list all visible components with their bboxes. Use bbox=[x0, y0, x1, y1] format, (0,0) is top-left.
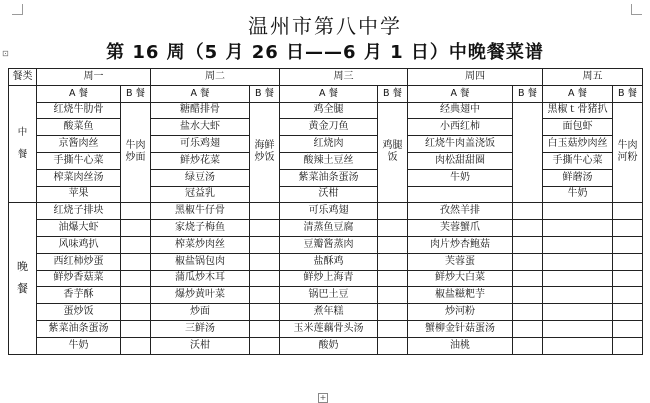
dish-cell: 红烧肉 bbox=[280, 136, 378, 153]
dish-cell bbox=[543, 236, 613, 253]
dish-cell bbox=[543, 203, 613, 220]
dish-cell: 手撕牛心菜 bbox=[543, 152, 613, 169]
page-title: 温州市第八中学 bbox=[248, 14, 402, 38]
dish-cell: 红烧牛肋骨 bbox=[37, 102, 121, 119]
dish-cell: 小西红柿 bbox=[408, 119, 513, 136]
b-meal-cell bbox=[613, 287, 643, 304]
b-meal-cell bbox=[121, 287, 151, 304]
dish-cell: 榨菜炒肉丝 bbox=[151, 236, 250, 253]
dish-cell: 紫菜油条蛋汤 bbox=[37, 320, 121, 337]
dish-cell: 炒面 bbox=[151, 304, 250, 321]
dish-cell: 盐酥鸡 bbox=[280, 253, 378, 270]
dish-cell bbox=[543, 320, 613, 337]
table-anchor-icon: ⊡ bbox=[2, 49, 9, 58]
b-meal-cell: 鸡腿 饭 bbox=[378, 102, 408, 203]
b-meal-cell bbox=[378, 270, 408, 287]
dish-cell: 鲜炒大白菜 bbox=[408, 270, 513, 287]
b-meal-cell bbox=[121, 320, 151, 337]
dish-cell: 牛奶 bbox=[543, 186, 613, 203]
dish-cell: 鲜蘑汤 bbox=[543, 169, 613, 186]
menu-table bbox=[8, 68, 643, 355]
dish-cell: 紫菜油条蛋汤 bbox=[280, 169, 378, 186]
dish-cell: 蒲瓜炒木耳 bbox=[151, 270, 250, 287]
table-row bbox=[9, 186, 643, 203]
table-row bbox=[9, 136, 643, 153]
page-subtitle: 第 16 周（5 月 26 日——6 月 1 日）中晚餐菜谱 bbox=[106, 42, 544, 63]
dish-cell bbox=[543, 220, 613, 237]
b-meal-cell bbox=[613, 270, 643, 287]
dish-cell bbox=[543, 253, 613, 270]
dish-cell: 酸辣土豆丝 bbox=[280, 152, 378, 169]
dish-cell: 三鲜汤 bbox=[151, 320, 250, 337]
table-row bbox=[9, 236, 643, 253]
dish-cell: 冠益乳 bbox=[151, 186, 250, 203]
table-row bbox=[9, 102, 643, 119]
dish-cell: 沃柑 bbox=[151, 337, 250, 354]
b-meal-cell bbox=[121, 236, 151, 253]
b-meal-cell bbox=[121, 253, 151, 270]
dish-cell: 苹果 bbox=[37, 186, 121, 203]
dish-cell: 黑椒牛仔骨 bbox=[151, 203, 250, 220]
dish-cell: 椒盐糍粑芋 bbox=[408, 287, 513, 304]
dish-cell: 清蒸鱼豆腐 bbox=[280, 220, 378, 237]
b-meal-header: B 餐 bbox=[513, 85, 543, 102]
dish-cell: 鲜炒花菜 bbox=[151, 152, 250, 169]
dinner-label-text: 晚 餐 bbox=[17, 260, 28, 296]
dish-cell: 牛奶 bbox=[408, 169, 513, 186]
dinner-label bbox=[9, 203, 37, 354]
dish-cell bbox=[543, 270, 613, 287]
day-header: 周二 bbox=[151, 69, 280, 86]
dish-cell: 白玉菇炒肉丝 bbox=[543, 136, 613, 153]
b-meal-cell bbox=[250, 287, 280, 304]
a-meal-header: A 餐 bbox=[151, 85, 250, 102]
b-meal-cell bbox=[250, 203, 280, 220]
dish-cell: 香芋酥 bbox=[37, 287, 121, 304]
b-meal-cell bbox=[613, 236, 643, 253]
dish-cell: 红烧子排块 bbox=[37, 203, 121, 220]
dish-cell: 经典翅中 bbox=[408, 102, 513, 119]
b-meal-cell bbox=[121, 304, 151, 321]
dish-cell: 黑椒ｔ骨猪扒 bbox=[543, 102, 613, 119]
dish-cell: 蟹柳金针菇蛋汤 bbox=[408, 320, 513, 337]
dish-cell bbox=[408, 186, 513, 203]
b-meal-cell bbox=[513, 270, 543, 287]
lunch-label bbox=[9, 85, 37, 203]
a-meal-header: A 餐 bbox=[543, 85, 613, 102]
b-meal-cell bbox=[378, 287, 408, 304]
day-header: 周四 bbox=[408, 69, 543, 86]
b-meal-cell bbox=[613, 203, 643, 220]
dish-cell: 可乐鸡翅 bbox=[151, 136, 250, 153]
dish-cell: 鲜炒香菇菜 bbox=[37, 270, 121, 287]
b-meal-cell bbox=[121, 203, 151, 220]
b-meal-cell bbox=[250, 236, 280, 253]
dish-cell: 绿豆汤 bbox=[151, 169, 250, 186]
b-meal-cell bbox=[121, 270, 151, 287]
day-header: 周一 bbox=[37, 69, 151, 86]
dish-cell: 盐水大虾 bbox=[151, 119, 250, 136]
b-meal-cell bbox=[250, 220, 280, 237]
b-meal-cell bbox=[378, 236, 408, 253]
dish-cell: 油爆大虾 bbox=[37, 220, 121, 237]
dish-cell: 肉松甜甜圈 bbox=[408, 152, 513, 169]
dish-cell: 榨菜肉丝汤 bbox=[37, 169, 121, 186]
dish-cell: 鲜炒上海青 bbox=[280, 270, 378, 287]
table-row bbox=[9, 220, 643, 237]
b-meal-cell bbox=[250, 304, 280, 321]
dish-cell: 玉米莲藕骨头汤 bbox=[280, 320, 378, 337]
b-meal-cell bbox=[513, 220, 543, 237]
dish-cell: 西红柿炒蛋 bbox=[37, 253, 121, 270]
table-row bbox=[9, 287, 643, 304]
b-meal-cell bbox=[250, 320, 280, 337]
meal-type-header: 餐类 bbox=[9, 69, 37, 86]
dish-cell bbox=[543, 287, 613, 304]
dish-cell: 椒盐锅包肉 bbox=[151, 253, 250, 270]
b-meal-cell bbox=[513, 320, 543, 337]
b-meal-cell bbox=[121, 337, 151, 354]
dish-cell: 可乐鸡翅 bbox=[280, 203, 378, 220]
dish-cell: 肉片炒杏鲍菇 bbox=[408, 236, 513, 253]
b-meal-cell: 牛肉 炒面 bbox=[121, 102, 151, 203]
b-meal-cell bbox=[250, 253, 280, 270]
b-meal-cell bbox=[513, 203, 543, 220]
dish-cell: 芙蓉蛋 bbox=[408, 253, 513, 270]
dish-cell: 风味鸡扒 bbox=[37, 236, 121, 253]
b-meal-cell bbox=[378, 337, 408, 354]
table-row bbox=[9, 85, 643, 102]
dish-cell: 糖醋排骨 bbox=[151, 102, 250, 119]
day-header: 周五 bbox=[543, 69, 643, 86]
b-meal-cell bbox=[513, 253, 543, 270]
dish-cell bbox=[543, 337, 613, 354]
dish-cell: 鸡全腿 bbox=[280, 102, 378, 119]
b-meal-cell bbox=[378, 320, 408, 337]
dish-cell bbox=[543, 304, 613, 321]
dish-cell: 锅巴土豆 bbox=[280, 287, 378, 304]
dish-cell: 煮年糕 bbox=[280, 304, 378, 321]
b-meal-cell bbox=[250, 337, 280, 354]
b-meal-cell bbox=[613, 337, 643, 354]
b-meal-cell bbox=[378, 253, 408, 270]
b-meal-cell bbox=[378, 304, 408, 321]
b-meal-cell bbox=[513, 102, 543, 203]
b-meal-cell bbox=[378, 203, 408, 220]
dish-cell: 手撕牛心菜 bbox=[37, 152, 121, 169]
dish-cell: 炒河粉 bbox=[408, 304, 513, 321]
dish-cell: 爆炒黄叶菜 bbox=[151, 287, 250, 304]
table-row bbox=[9, 169, 643, 186]
dish-cell: 黄金刀鱼 bbox=[280, 119, 378, 136]
a-meal-header: A 餐 bbox=[37, 85, 121, 102]
dish-cell: 孜然羊排 bbox=[408, 203, 513, 220]
table-row bbox=[9, 152, 643, 169]
lunch-label-text: 中 餐 bbox=[17, 127, 28, 161]
b-meal-cell bbox=[513, 304, 543, 321]
b-meal-cell bbox=[613, 253, 643, 270]
b-meal-cell: 牛肉 河粉 bbox=[613, 102, 643, 203]
dish-cell: 酸奶 bbox=[280, 337, 378, 354]
dish-cell: 油桃 bbox=[408, 337, 513, 354]
a-meal-header: A 餐 bbox=[408, 85, 513, 102]
b-meal-cell: 海鲜 炒饭 bbox=[250, 102, 280, 203]
b-meal-header: B 餐 bbox=[121, 85, 151, 102]
b-meal-header: B 餐 bbox=[250, 85, 280, 102]
b-meal-cell bbox=[121, 220, 151, 237]
b-meal-cell bbox=[250, 270, 280, 287]
dish-cell: 牛奶 bbox=[37, 337, 121, 354]
table-row bbox=[9, 119, 643, 136]
b-meal-cell bbox=[613, 304, 643, 321]
table-row bbox=[9, 337, 643, 354]
dish-cell: 红烧牛肉盖浇饭 bbox=[408, 136, 513, 153]
table-row bbox=[9, 203, 643, 220]
dish-cell: 酸菜鱼 bbox=[37, 119, 121, 136]
b-meal-header: B 餐 bbox=[613, 85, 643, 102]
table-row bbox=[9, 304, 643, 321]
b-meal-cell bbox=[378, 220, 408, 237]
dish-cell: 豆瓣酱蒸肉 bbox=[280, 236, 378, 253]
b-meal-cell bbox=[513, 337, 543, 354]
table-row bbox=[9, 253, 643, 270]
dish-cell: 京酱肉丝 bbox=[37, 136, 121, 153]
table-row bbox=[9, 320, 643, 337]
header-row bbox=[9, 69, 643, 86]
b-meal-cell bbox=[613, 320, 643, 337]
b-meal-header: B 餐 bbox=[378, 85, 408, 102]
dish-cell: 家烧子梅鱼 bbox=[151, 220, 250, 237]
a-meal-header: A 餐 bbox=[280, 85, 378, 102]
table-row bbox=[9, 270, 643, 287]
dish-cell: 芙蓉蟹爪 bbox=[408, 220, 513, 237]
add-row-icon[interactable]: + bbox=[319, 393, 327, 402]
dish-cell: 沃柑 bbox=[280, 186, 378, 203]
b-meal-cell bbox=[513, 287, 543, 304]
dish-cell: 面包虾 bbox=[543, 119, 613, 136]
dish-cell: 蛋炒饭 bbox=[37, 304, 121, 321]
b-meal-cell bbox=[513, 236, 543, 253]
day-header: 周三 bbox=[280, 69, 408, 86]
b-meal-cell bbox=[613, 220, 643, 237]
